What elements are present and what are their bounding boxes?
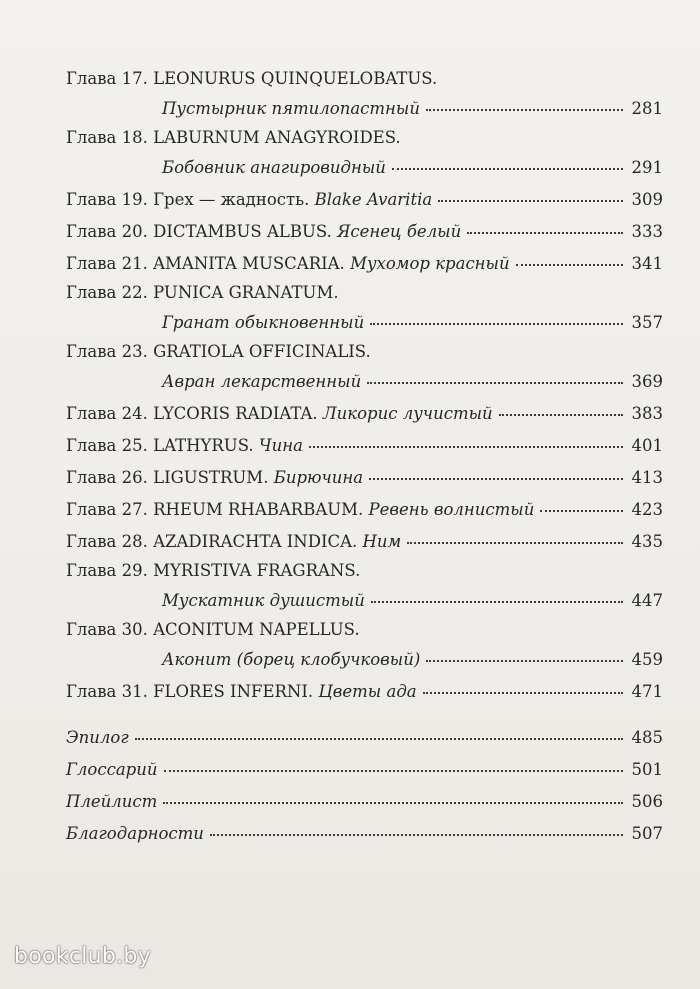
page-number: 369	[631, 372, 663, 391]
dot-leader	[135, 736, 623, 740]
toc-entry-chapter-30	[66, 617, 663, 676]
toc-entry-chapter-25	[66, 430, 663, 462]
chapter-italic-title: Ним	[362, 532, 402, 551]
back-matter-title: Глоссарий	[66, 760, 158, 779]
chapter-title: Грех — жадность.	[153, 190, 310, 209]
toc-entry-chapter-29	[66, 558, 663, 617]
page-number: 506	[631, 792, 663, 811]
chapter-label: Глава 23.	[66, 342, 148, 361]
chapter-label: Глава 25.	[66, 436, 148, 455]
page-number: 357	[631, 313, 663, 332]
toc-entry-chapter-28	[66, 526, 663, 558]
chapter-title: LABURNUM ANAGYROIDES.	[153, 128, 401, 147]
chapter-label: Глава 31.	[66, 682, 148, 701]
page-number: 471	[631, 682, 663, 701]
toc-entry-chapter-20	[66, 216, 663, 248]
toc-entry-chapter-22	[66, 280, 663, 339]
chapter-title: LIGUSTRUM.	[153, 468, 269, 487]
back-matter-title: Плейлист	[66, 792, 158, 811]
toc-entry-chapter-23	[66, 339, 663, 398]
dot-leader	[499, 412, 623, 416]
toc-entry-chapter-24	[66, 398, 663, 430]
toc-entry-chapter-21	[66, 248, 663, 280]
dot-leader	[210, 832, 623, 836]
back-matter-title: Эпилог	[66, 728, 129, 747]
toc-entry-epilogue	[66, 722, 663, 754]
dot-leader	[371, 599, 623, 603]
page-number: 459	[631, 650, 663, 669]
chapter-label: Глава 29.	[66, 561, 148, 580]
chapter-italic-title: Blake Avaritia	[314, 190, 433, 209]
toc-entry-chapter-17	[66, 66, 663, 125]
chapter-title: MYRISTIVA FRAGRANS.	[153, 561, 361, 580]
chapter-title: ACONITUM NAPELLUS.	[153, 620, 360, 639]
table-of-contents	[66, 66, 663, 850]
chapter-title: RHEUM RHABARBAUM.	[153, 500, 364, 519]
chapter-italic-title: Мухомор красный	[350, 254, 510, 273]
chapter-label: Глава 27.	[66, 500, 148, 519]
chapter-title: PUNICA GRANATUM.	[153, 283, 339, 302]
chapter-title: LYCORIS RADIATA.	[153, 404, 318, 423]
dot-leader	[370, 321, 623, 325]
chapter-label: Глава 17.	[66, 69, 148, 88]
dot-leader	[164, 768, 624, 772]
chapter-italic-title: Цветы ада	[318, 682, 417, 701]
page-number: 333	[631, 222, 663, 241]
page-number: 281	[631, 99, 663, 118]
toc-entry-chapter-27	[66, 494, 663, 526]
chapter-title: DICTAMBUS ALBUS.	[153, 222, 332, 241]
chapter-subtitle: Авран лекарственный	[162, 372, 362, 391]
dot-leader	[516, 262, 623, 266]
dot-leader	[392, 166, 623, 170]
dot-leader	[367, 380, 623, 384]
toc-entry-chapter-26	[66, 462, 663, 494]
page-number: 507	[631, 824, 663, 843]
chapter-italic-title: Ревень волнистый	[368, 500, 535, 519]
dot-leader	[438, 198, 623, 202]
page-number: 383	[631, 404, 663, 423]
section-gap	[66, 708, 663, 722]
chapter-title: AZADIRACHTA INDICA.	[153, 532, 358, 551]
toc-entry-playlist	[66, 786, 663, 818]
chapter-italic-title: Ликорис лучистый	[322, 404, 493, 423]
page-number: 423	[631, 500, 663, 519]
chapter-italic-title: Ясенец белый	[337, 222, 462, 241]
dot-leader	[423, 690, 623, 694]
chapter-italic-title: Чина	[258, 436, 303, 455]
dot-leader	[407, 540, 623, 544]
chapter-label: Глава 20.	[66, 222, 148, 241]
page-number: 341	[631, 254, 663, 273]
toc-entry-chapter-31	[66, 676, 663, 708]
chapter-subtitle: Гранат обыкновенный	[162, 313, 365, 332]
chapter-title: LATHYRUS.	[153, 436, 254, 455]
chapter-subtitle: Пустырник пятилопастный	[162, 99, 420, 118]
chapter-subtitle: Бобовник анагировидный	[162, 158, 386, 177]
chapter-label: Глава 24.	[66, 404, 148, 423]
page-number: 291	[631, 158, 663, 177]
dot-leader	[467, 230, 623, 234]
dot-leader	[426, 658, 623, 662]
dot-leader	[369, 476, 623, 480]
chapter-subtitle: Мускатник душистый	[162, 591, 365, 610]
chapter-label: Глава 21.	[66, 254, 148, 273]
page-number: 447	[631, 591, 663, 610]
chapter-label: Глава 26.	[66, 468, 148, 487]
dot-leader	[163, 800, 623, 804]
page-number: 309	[631, 190, 663, 209]
toc-entry-acknowledgements	[66, 818, 663, 850]
back-matter-title: Благодарности	[66, 824, 204, 843]
toc-entry-glossary	[66, 754, 663, 786]
chapter-title: AMANITA MUSCARIA.	[153, 254, 345, 273]
page-number: 401	[631, 436, 663, 455]
chapter-title: GRATIOLA OFFICINALIS.	[153, 342, 371, 361]
page-number: 435	[631, 532, 663, 551]
chapter-subtitle: Аконит (борец клобучковый)	[162, 650, 421, 669]
chapter-label: Глава 19.	[66, 190, 148, 209]
dot-leader	[309, 444, 623, 448]
chapter-label: Глава 22.	[66, 283, 148, 302]
page-number: 501	[631, 760, 663, 779]
chapter-label: Глава 28.	[66, 532, 148, 551]
dot-leader	[426, 107, 623, 111]
page-number: 413	[631, 468, 663, 487]
dot-leader	[540, 508, 623, 512]
chapter-italic-title: Бирючина	[273, 468, 364, 487]
toc-entry-chapter-19	[66, 184, 663, 216]
toc-entry-chapter-18	[66, 125, 663, 184]
watermark: bookclub.by	[14, 944, 152, 969]
chapter-title: FLORES INFERNI.	[153, 682, 314, 701]
chapter-title: LEONURUS QUINQUELOBATUS.	[153, 69, 438, 88]
chapter-label: Глава 18.	[66, 128, 148, 147]
chapter-label: Глава 30.	[66, 620, 148, 639]
page-number: 485	[631, 728, 663, 747]
